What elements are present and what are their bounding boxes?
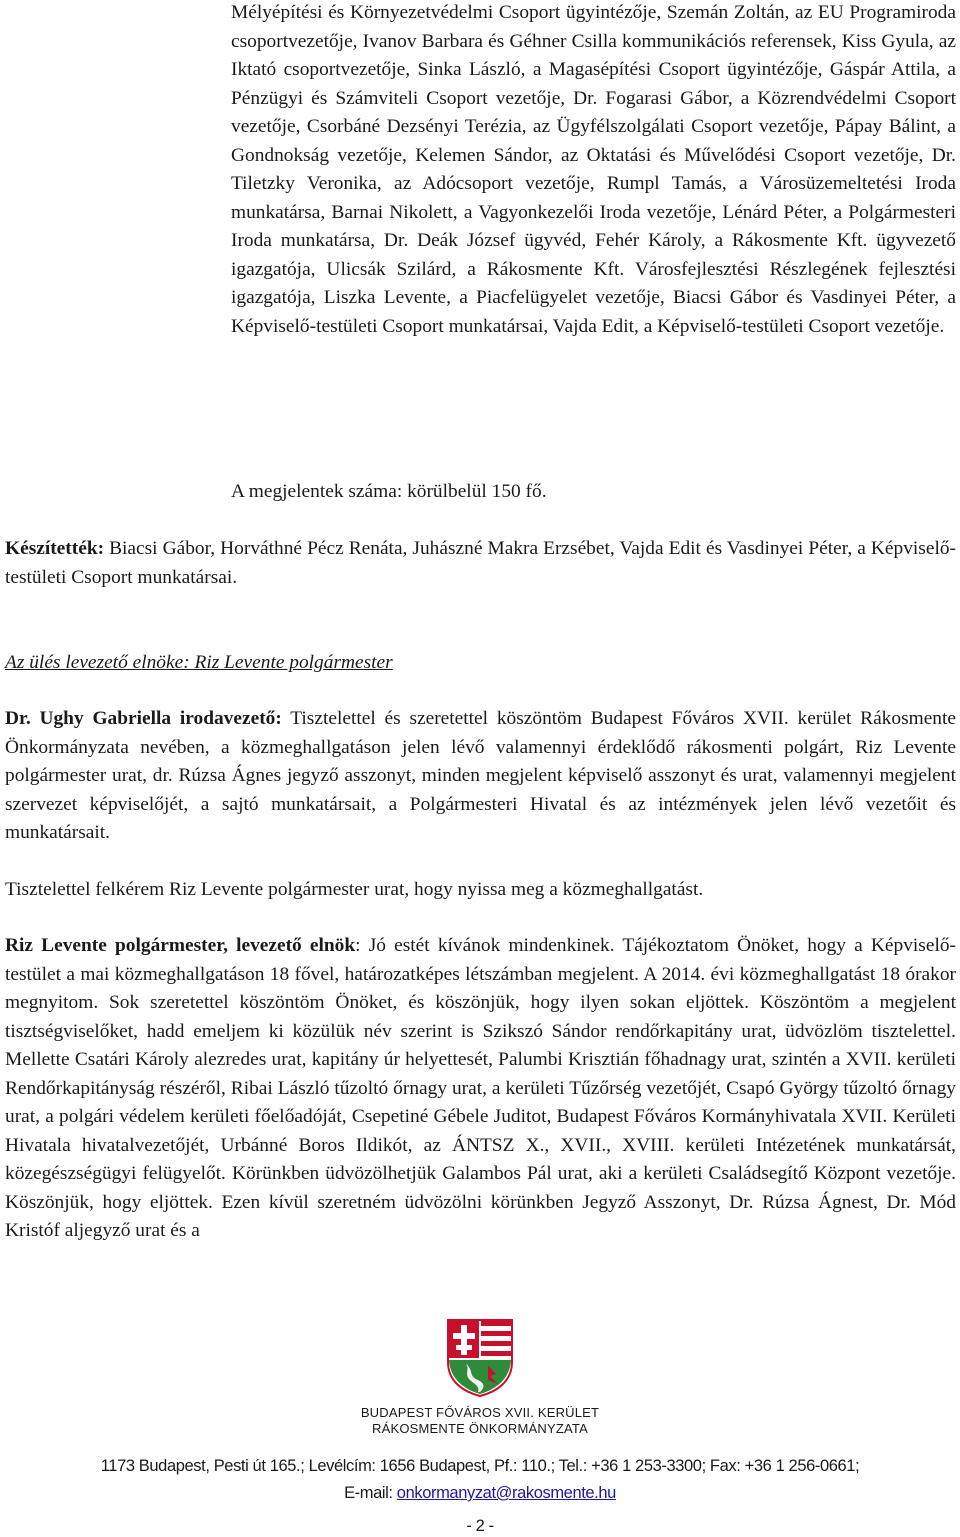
- prepared-by-paragraph: [5, 535, 956, 592]
- attendance-line: A megjelentek száma: körülbelül 150 fő.: [231, 481, 547, 502]
- prepared-by-text: Biacsi Gábor, Horváthné Pécz Renáta, Juhászné Makra Erzsébet, Vajda Edit és Vasdinyei Péter, a Képviselő-testületi Csoport munkatársai.: [5, 538, 956, 588]
- org-name-line-1: BUDAPEST FŐVÁROS XVII. KERÜLET: [360, 1405, 600, 1420]
- speaker-name-1: Dr. Ughy Gabriella irodavezető:: [5, 708, 282, 729]
- speech-text-1: Tisztelettel és szeretettel köszöntöm Budapest Főváros XVII. kerület Rákosmente Önkormányzata nevében, a közmeghallgatáson jelen lévő valamennyi érdeklődő rákosmenti polgárt, Riz Levente polgármester urat, dr. Rúzsa Ágnes jegyző asszonyt, minden megjelent képviselő asszonyt és urat, valamennyi megjelent szervezet képviselőjét, a sajtó munkatársait, a Polgármesteri Hivatal és az intézmények jelen lévő vezetőit és munkatársait.: [5, 708, 956, 843]
- speech-text-2: : Jó estét kívánok mindenkinek. Tájékoztatom Önöket, hogy a Képviselő-testület a mai közmeghallgatáson 18 fővel, határozatképes létszámban megjelent. A 2014. évi közmeghallgatást 18 órakor megnyitom. Sok szeretettel köszöntöm Önöket, és köszönjük, hogy ilyen sokan eljöttek. Köszöntöm a megjelent tisztségviselőket, hadd emeljem ki közülük név szerint is Szikszó Sándor rendőrkapitány urat, üdvözlöm tisztelettel. Mellette Csatári Károly alezredes urat, kapitány úr helyettesét, Palumbi Krisztián főhadnagy urat, szintén a XVII. kerületi Rendőrkapitányság részéről, Ribai László tűzoltó őrnagy urat, a kerületi Tűzőrség vezetőjét, Csapó György tűzoltó őrnagy urat, a polgári védelem kerületi főelőadóját, Csepetiné Gébele Juditot, Budapest Főváros Kormányhivatala XVII. Kerületi Hivatala hivatalvezetőjét, Urbánné Boros Ildikót, az ÁNTSZ X., XVII., XVIII. kerületi Intézetének munkatársát, közegészségügyi felügyelőt. Körünkben üdvözölhetjük Galambos Pál urat, aki a kerületi Családsegítő Központ vezetője. Köszönjük, hogy eljöttek. Ezen kívül szeretném üdvözölni körünkben Jegyző Asszonyt, Dr. Rúzsa Ágnest, Dr. Mód Kristóf aljegyző urat és a: [5, 935, 956, 1241]
- footer-email-label: E-mail:: [344, 1484, 397, 1502]
- intro-paragraph: Mélyépítési és Környezetvédelmi Csoport ügyintézője, Szemán Zoltán, az EU Programiroda csoportvezetője, Ivanov Barbara és Géhner Csilla kommunikációs referensek, Kiss Gyula, az Iktató csoportvezetője, Sinka László, a Magasépítési Csoport ügyintézője, Gáspár Attila, a Pénzügyi és Számviteli Csoport vezetője, Dr. Fogarasi Gábor, a Közrendvédelmi Csoport vezetője, Csorbáné Dezsényi Terézia, az Ügyfélszolgálati Csoport vezetője, Pápay Bálint, a Gondnokság vezetője, Kelemen Sándor, az Oktatási és Művelődési Csoport vezetője, Dr. Tiletzky Veronika, az Adócsoport vezetője, Rumpl Tamás, a Városüzemeltetési Iroda munkatársa, Barnai Nikolett, a Vagyonkezelői Iroda vezetője, Lénárd Péter, a Polgármesteri Iroda munkatársa, Dr. Deák József ügyvéd, Fehér Károly, a Rákosmente Kft. ügyvezető igazgatója, Ulicsák Szilárd, a Rákosmente Kft. Városfejlesztési Részlegének fejlesztési igazgatója, Liszka Levente, a Piacfelügyelet vezetője, Biacsi Gábor és Vasdinyei Péter, a Képviselő-testületi Csoport munkatársai, Vajda Edit, a Képviselő-testületi Csoport vezetője.: [231, 2, 956, 337]
- coat-of-arms-icon: [444, 1318, 516, 1398]
- page-number: - 2 -: [466, 1517, 494, 1535]
- speech-followup: Tisztelettel felkérem Riz Levente polgármester urat, hogy nyissa meg a közmeghallgatást.: [5, 879, 704, 900]
- speech-paragraph-2: [5, 932, 956, 1246]
- speech-paragraph-1: [5, 705, 956, 848]
- speaker-name-2: Riz Levente polgármester, levezető elnök: [5, 935, 356, 956]
- prepared-by-label: Készítették:: [5, 538, 105, 559]
- footer-email-link[interactable]: onkormanyzat@rakosmente.hu: [396, 1484, 616, 1502]
- footer-address: 1173 Budapest, Pesti út 165.; Levélcím: 1656 Budapest, Pf.: 110.; Tel.: +36 1 253-3300; Fax: +36 1 256-0661;: [100, 1457, 860, 1475]
- chair-note: Az ülés levezető elnöke: Riz Levente polgármester: [5, 652, 393, 673]
- org-name-line-2: RÁKOSMENTE ÖNKORMÁNYZATA: [372, 1421, 588, 1436]
- footer-email-line: [0, 1482, 960, 1504]
